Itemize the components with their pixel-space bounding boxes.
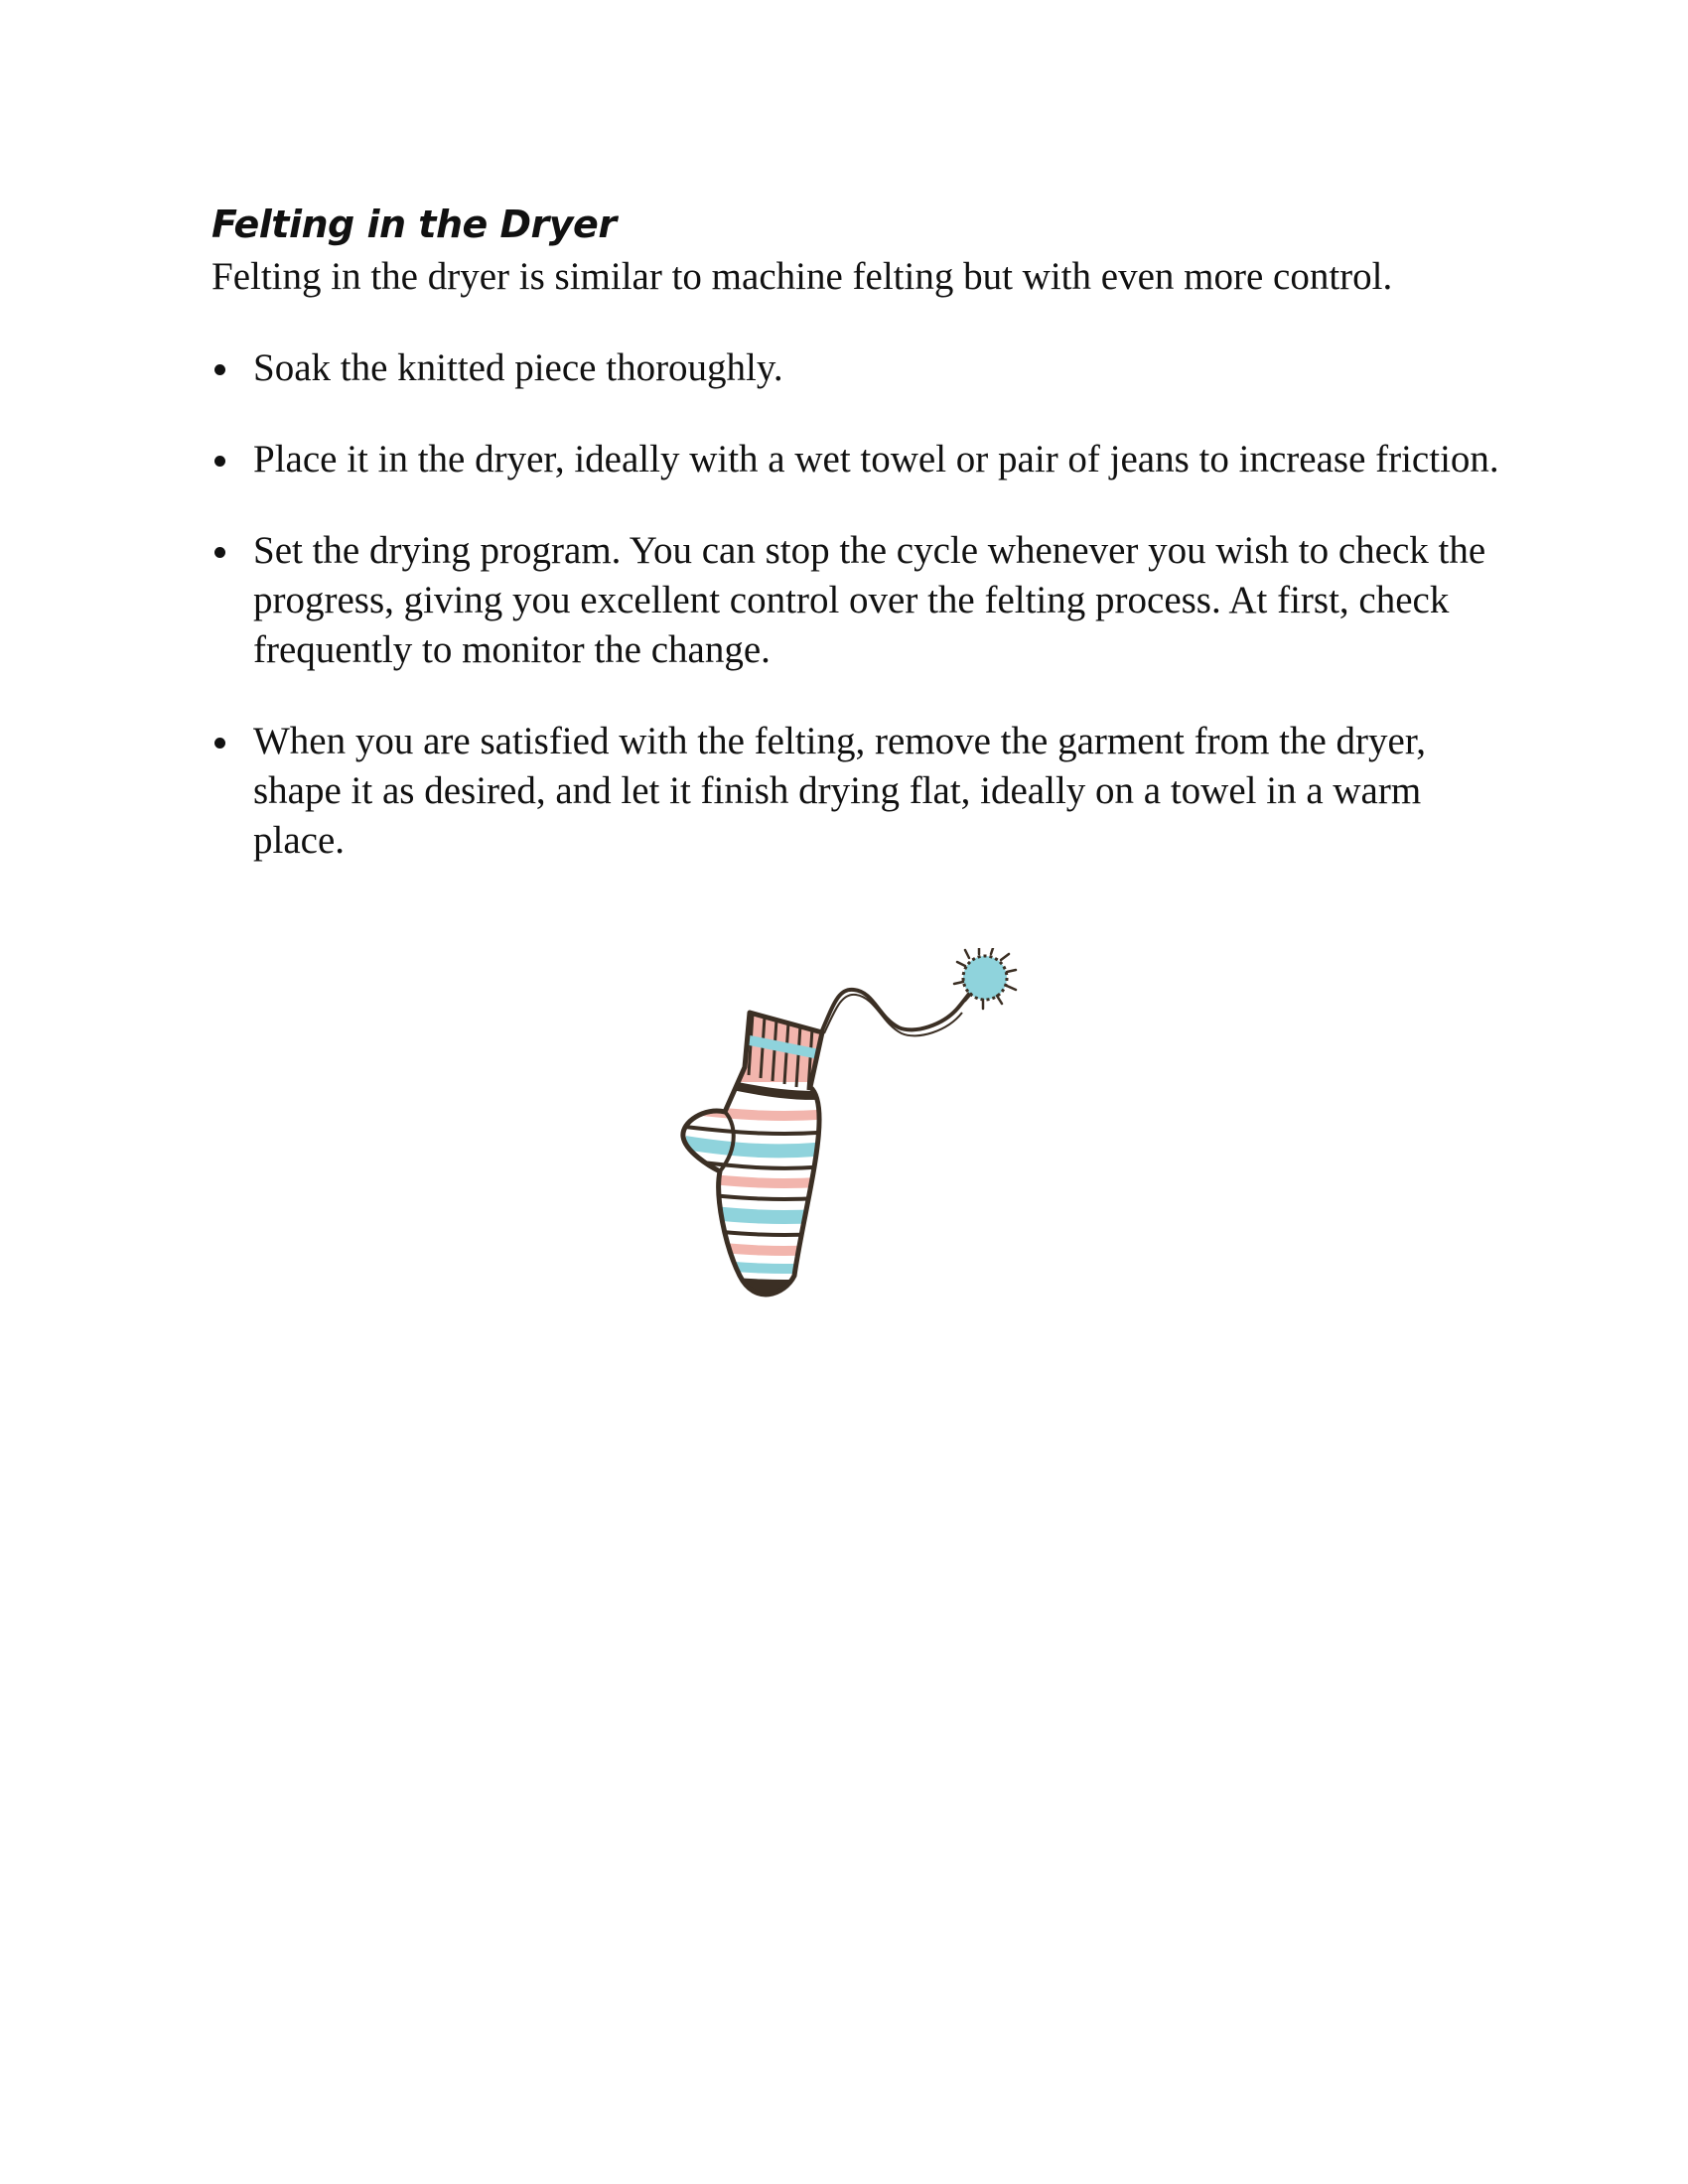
mitten-illustration — [645, 948, 1043, 1315]
steps-list — [211, 343, 1502, 866]
list-item-text: Set the drying program. You can stop the cycle whenever you wish to check the progress, giving you excellent control over the felting process. At first, check frequently to monitor the change. — [253, 529, 1486, 671]
list-item-text: Place it in the dryer, ideally with a wet towel or pair of jeans to increase friction. — [253, 438, 1499, 480]
list-item — [211, 343, 1502, 393]
list-item — [211, 435, 1502, 484]
mitten-icon — [645, 948, 1043, 1315]
bullet-icon — [214, 364, 225, 375]
intro-paragraph: Felting in the dryer is similar to machine felting but with even more control. — [211, 255, 1393, 298]
list-item-text: Soak the knitted piece thoroughly. — [253, 346, 783, 389]
section-title: Felting in the Dryer — [211, 203, 617, 246]
bullet-icon — [214, 738, 225, 749]
list-item — [211, 717, 1502, 866]
list-item — [211, 526, 1502, 675]
bullet-icon — [214, 456, 225, 467]
bullet-icon — [214, 547, 225, 558]
list-item-text: When you are satisfied with the felting, remove the garment from the dryer, shape it as desired, and let it finish drying flat, ideally on a towel in a warm place. — [253, 720, 1427, 862]
content-area — [211, 197, 1502, 907]
